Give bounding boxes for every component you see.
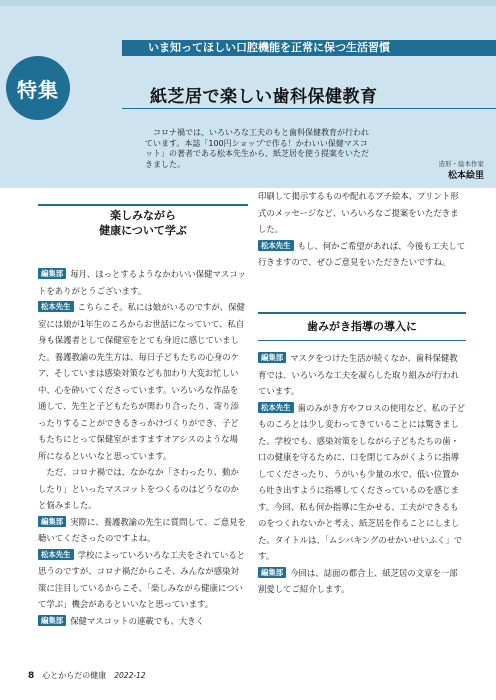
dialogue-text: こちらこそ。私には娘がいるのですが、保健室には娘が1年生のころからお世話になっていて、私自身も保護者として保健室をとても身近に感じていました。養護教諭の先生方は、毎日子どもたちの心身のケア、そしていまは感染対策なども加わり大変お忙しい中、心を砕いてくださっています。いろいろな作品を通して、先生と子どもたちが関わり合ったり、寄り添ったりすることができるきっかけづくりができ、子どもたちにとって保健室がますますオアシスのような場所になるといいなと思っています。 (38, 302, 245, 461)
speaker-tag-editor: 編集部 (258, 567, 286, 578)
dialogue-continuation: ただ、コロナ禍では、なかなか「さわったり、動かしたり」といったマスコットをつくるのはどうなのかと悩みました。 (38, 467, 239, 510)
section2-heading: 歯みがき指導の導入に (307, 320, 417, 333)
dialogue-teacher-3 (258, 238, 466, 271)
issue-label: 2022-12 (114, 671, 146, 680)
title-underline (122, 108, 496, 109)
dialogue-editor-3 (38, 613, 246, 630)
speaker-tag-editor: 編集部 (38, 268, 66, 279)
dialogue-teacher-2 (38, 547, 246, 613)
article-title: 紙芝居で楽しい歯科保健教育 (150, 87, 378, 107)
dialogue-continuation: 印刷して掲示するものや配れるプチ絵本、プリント形式のメッセージなど、いろいろなご提案をいただきました。 (258, 191, 459, 234)
left-column (38, 266, 246, 629)
dialogue-editor-1 (38, 266, 246, 299)
dialogue-text: 保健マスコットの連載でも、大きく (70, 615, 205, 626)
page-number: 8 (28, 670, 35, 681)
header-topline (0, 0, 496, 6)
dialogue-teacher-4 (258, 400, 466, 565)
dialogue-text: 今回は、誌面の都合上、紙芝居の文章を一部割愛してご紹介します。 (258, 567, 458, 594)
dialogue-editor-4 (258, 350, 466, 400)
magazine-name: 心とからだの健康 (42, 671, 107, 680)
speaker-tag-teacher: 松本先生 (258, 240, 294, 251)
section1-heading-line2: 健康について学ぶ (99, 224, 187, 237)
dialogue-text: もし、何かご希望があれば、今後も工夫して行きますので、ぜひご意見をいただきたいですね。 (258, 240, 466, 267)
dialogue-text: 歯のみがき方やフロスの使用など、私の子どものころとは少し変わってきていることには驚きました。学校でも、感染対策をしながら子どもたちの歯・口の健康を守るために、口を閉じてみがくように指導してくださったり、うがいも少量の水で、低い位置から吐き出すように指導してくださっているのを感じます。今回、私も何か指導に生かせる、工夫ができるものをつくれないかと考え、紙芝居を作ることにしました。タイトルは、「ムシバキングのせかいせいふく」です。 (258, 402, 466, 561)
dialogue-text: 毎月、ほっとするようなかわいい保健マスコットをありがとうございます。 (38, 269, 246, 296)
lead-paragraph: コロナ禍では、いろいろな工夫のもと歯科保健教育が行われています。本誌「100円ショップで作る！かわいい保健マスコット」の著者である松本先生から、紙芝居を使う提案をいただきました。 (145, 128, 369, 169)
page-footer (28, 670, 146, 681)
speaker-tag-teacher: 松本先生 (38, 301, 74, 312)
author-name: 松本絵里 (447, 171, 484, 181)
feature-badge (6, 56, 70, 120)
author-role: 造形・絵本作家 (438, 160, 484, 168)
section1-top-rule (38, 204, 248, 206)
speaker-tag-editor: 編集部 (258, 352, 286, 363)
dialogue-editor-2 (38, 514, 246, 547)
speaker-tag-editor: 編集部 (38, 615, 66, 626)
speaker-tag-editor: 編集部 (38, 516, 66, 527)
dialogue-text: 学校によっていろいろな工夫をされていると思うのですが、コロナ禍だからこそ、みんなが感染対策に注目しているからこそ、「楽しみながら健康について学ぶ」機会があるといいなと思っています。 (38, 549, 246, 609)
section2-underline (258, 340, 466, 341)
feature-subtitle: いま知ってほしい口腔機能を正常に保つ生活習慣 (148, 41, 390, 54)
dialogue-text: 実際に、養護教諭の先生に質問して、ご意見を聴いてくださったのですよね。 (38, 516, 246, 543)
speaker-tag-teacher: 松本先生 (258, 402, 294, 413)
section2-top-rule (258, 312, 466, 314)
section1-heading-line1: 楽しみながら (110, 209, 176, 222)
dialogue-text: マスクをつけた生活が続くなか、歯科保健教育では、いろいろな工夫を凝らした取り組みが行われています。 (258, 353, 459, 396)
right-column-top (258, 188, 466, 271)
feature-badge-label: 特集 (17, 77, 59, 102)
right-column-bottom (258, 350, 466, 598)
speaker-tag-teacher: 松本先生 (38, 549, 74, 560)
dialogue-editor-5 (258, 565, 466, 598)
dialogue-teacher-1 (38, 299, 246, 464)
